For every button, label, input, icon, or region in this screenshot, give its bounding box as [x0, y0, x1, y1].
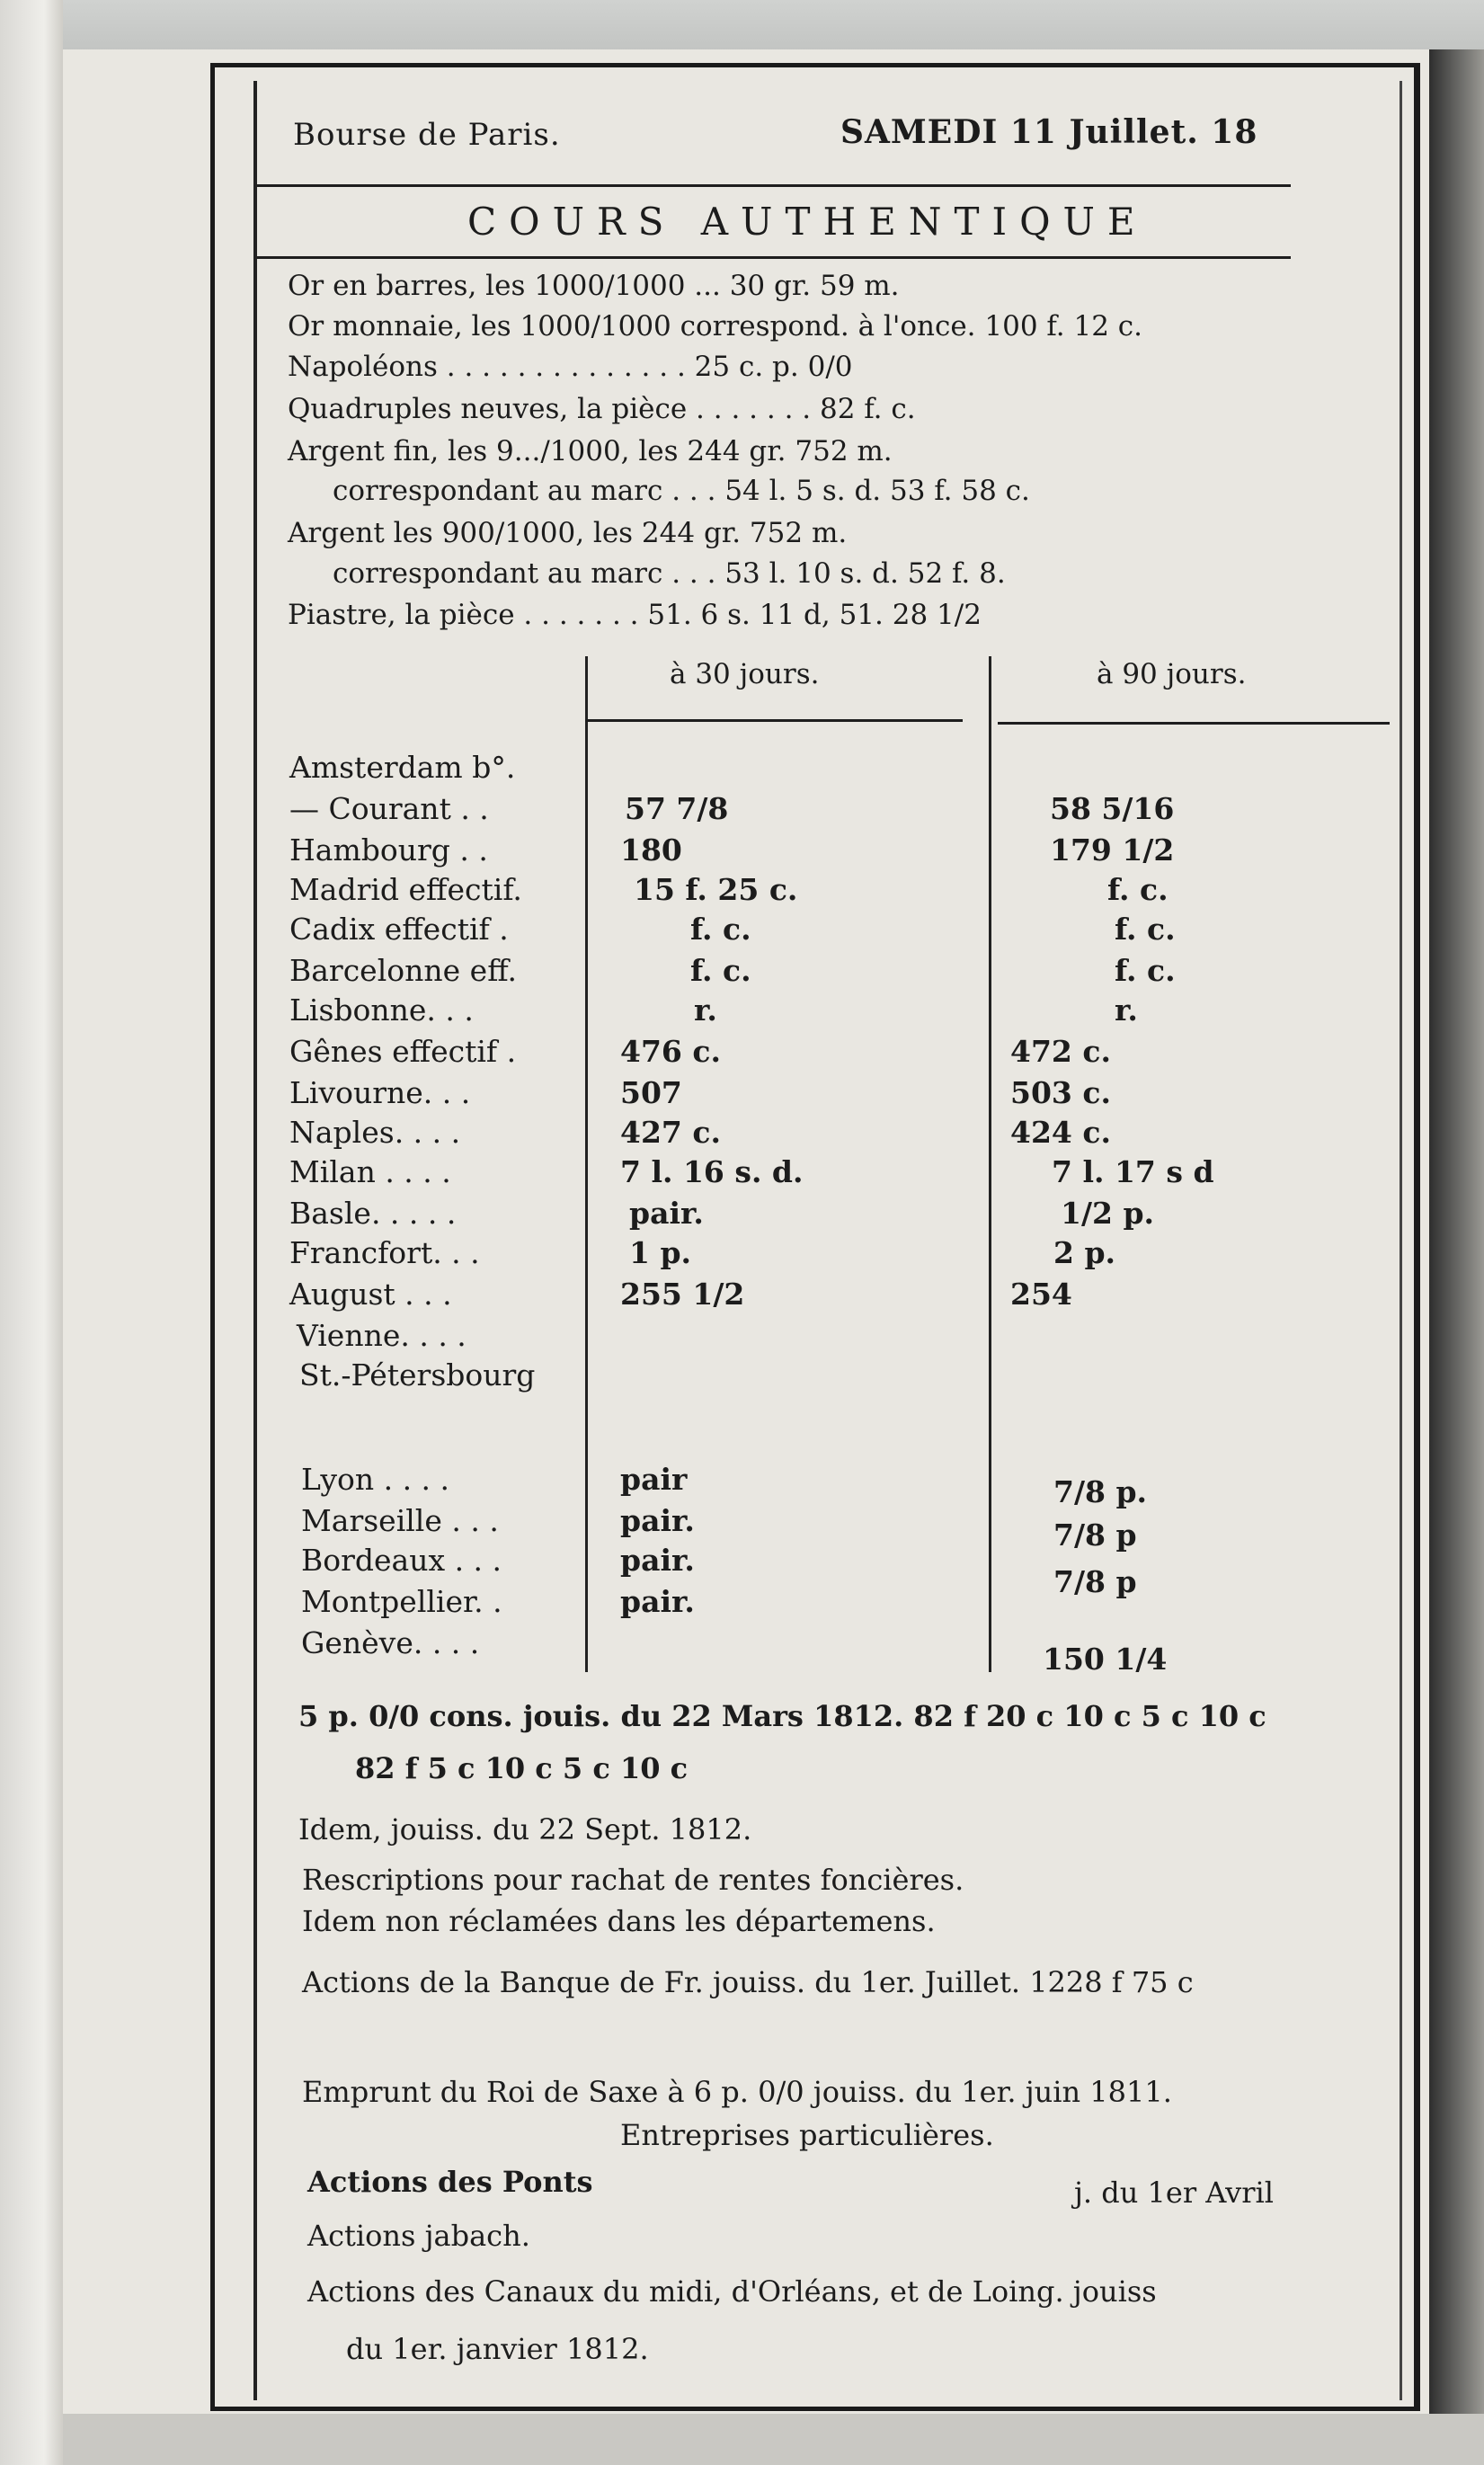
rate-90: 503 c. — [1010, 1075, 1111, 1110]
rate-30: 476 c. — [620, 1034, 721, 1069]
place-name: Madrid effectif. — [289, 872, 522, 907]
book-binding — [0, 0, 63, 2465]
place-name: Marseille . . . — [301, 1503, 499, 1538]
place-name: Gênes effectif . — [289, 1034, 517, 1069]
rentes-line: Idem, jouiss. du 22 Sept. 1812. — [298, 1812, 752, 1847]
rate-30: pair — [620, 1462, 688, 1497]
place-name: — Courant . . — [289, 791, 489, 826]
rate-30: pair. — [629, 1196, 704, 1231]
canals-line: du 1er. janvier 1812. — [346, 2332, 649, 2366]
place-name: Milan . . . . — [289, 1154, 451, 1189]
rate-90: 2 p. — [1053, 1235, 1116, 1270]
rate-90: 58 5/16 — [1050, 791, 1175, 826]
metals-line: Piastre, la pièce . . . . . . . 51. 6 s. 11 d, 51. 28 1/2 — [288, 599, 982, 631]
rate-30: 180 — [620, 832, 682, 868]
rate-90: 472 c. — [1010, 1034, 1111, 1069]
place-name: Francfort. . . — [289, 1235, 480, 1270]
column-header-30: à 30 jours. — [670, 658, 820, 690]
rate-90: f. c. — [1115, 912, 1176, 947]
rate-90: 7 l. 17 s d — [1052, 1154, 1214, 1189]
canals-line: Actions des Canaux du midi, d'Orléans, et de Loing. jouiss — [307, 2274, 1157, 2309]
place-name: Hambourg . . — [289, 832, 488, 868]
rescriptions-line: Rescriptions pour rachat de rentes foncières. — [302, 1863, 964, 1897]
rentes-line: 5 p. 0/0 cons. jouis. du 22 Mars 1812. 82 f 20 c 10 c 5 c 10 c — [298, 1699, 1266, 1733]
place-name: August . . . — [289, 1277, 452, 1312]
table-header-rule — [998, 722, 1390, 725]
rate-90: 179 1/2 — [1050, 832, 1175, 868]
table-column-divider — [989, 656, 991, 1672]
header-rule — [257, 184, 1291, 187]
rate-30: 7 l. 16 s. d. — [620, 1154, 804, 1189]
rate-90: 7/8 p — [1053, 1564, 1137, 1599]
metals-line: correspondant au marc . . . 54 l. 5 s. d. 53 f. 58 c. — [333, 475, 1030, 507]
column-header-90: à 90 jours. — [1097, 658, 1247, 690]
metals-line: Or en barres, les 1000/1000 ... 30 gr. 59 m. — [288, 270, 900, 302]
place-name: Amsterdam b°. — [289, 750, 516, 785]
rate-90: 1/2 p. — [1061, 1196, 1155, 1231]
bank-shares-line: Actions de la Banque de Fr. jouiss. du 1er. Juillet. 1228 f 75 c — [302, 1965, 1194, 1999]
place-name: Basle. . . . . — [289, 1196, 457, 1231]
metals-line: Argent les 900/1000, les 244 gr. 752 m. — [288, 517, 848, 549]
rate-30: pair. — [620, 1503, 695, 1538]
rate-90: r. — [1115, 992, 1138, 1028]
rate-30: 507 — [620, 1075, 682, 1110]
shares-line-date: j. du 1er Avril — [1074, 2176, 1274, 2210]
rate-90: 7/8 p — [1053, 1517, 1137, 1553]
rescriptions-line: Idem non réclamées dans les départemens. — [302, 1904, 936, 1938]
rate-90: f. c. — [1107, 872, 1169, 907]
rate-30: f. c. — [690, 912, 751, 947]
rate-30: r. — [694, 992, 717, 1028]
place-name: Vienne. . . . — [297, 1318, 467, 1353]
rate-90: 7/8 p. — [1053, 1474, 1148, 1509]
place-name: St.-Pétersbourg — [299, 1357, 536, 1393]
page-title: COURS AUTHENTIQUE — [467, 200, 1148, 244]
title-rule — [257, 256, 1291, 259]
rate-90: f. c. — [1115, 953, 1176, 988]
place-name: Genève. . . . — [301, 1625, 480, 1660]
metals-line: Argent fin, les 9.../1000, les 244 gr. 752 m. — [288, 435, 893, 467]
loan-line: Emprunt du Roi de Saxe à 6 p. 0/0 jouiss. du 1er. juin 1811. — [302, 2075, 1172, 2109]
place-name: Cadix effectif . — [289, 912, 509, 947]
rate-90: 424 c. — [1010, 1115, 1111, 1150]
place-name: Lisbonne. . . — [289, 992, 474, 1028]
header-left: Bourse de Paris. — [293, 117, 561, 153]
rentes-line: 82 f 5 c 10 c 5 c 10 c — [355, 1751, 689, 1785]
rate-90: 254 — [1010, 1277, 1072, 1312]
shares-line: Actions des Ponts — [307, 2165, 593, 2199]
place-name: Naples. . . . — [289, 1115, 461, 1150]
table-column-divider — [585, 656, 588, 1672]
place-name: Lyon . . . . — [301, 1462, 450, 1497]
rate-30: 255 1/2 — [620, 1277, 745, 1312]
page-edge-shadow — [1429, 49, 1484, 2465]
header-date: SAMEDI 11 Juillet. 18 — [840, 113, 1258, 151]
place-name: Livourne. . . — [289, 1075, 471, 1110]
metals-line: Or monnaie, les 1000/1000 correspond. à l'once. 100 f. 12 c. — [288, 310, 1143, 343]
table-header-rule — [585, 719, 963, 722]
rate-30: pair. — [620, 1584, 695, 1619]
rate-90: 150 1/4 — [1043, 1642, 1168, 1677]
shares-line: Actions jabach. — [307, 2219, 530, 2253]
place-name: Bordeaux . . . — [301, 1543, 502, 1578]
rate-30: 427 c. — [620, 1115, 721, 1150]
metals-line: correspondant au marc . . . 53 l. 10 s. d. 52 f. 8. — [333, 557, 1006, 590]
section-subtitle: Entreprises particulières. — [620, 2118, 994, 2152]
metals-line: Napoléons . . . . . . . . . . . . . . 25 c. p. 0/0 — [288, 351, 853, 383]
rate-30: 57 7/8 — [625, 791, 729, 826]
rate-30: pair. — [620, 1543, 695, 1578]
bottom-margin — [63, 2414, 1484, 2465]
rate-30: 15 f. 25 c. — [634, 872, 798, 907]
metals-line: Quadruples neuves, la pièce . . . . . . . 82 f. c. — [288, 393, 916, 425]
place-name: Barcelonne eff. — [289, 953, 517, 988]
place-name: Montpellier. . — [301, 1584, 502, 1619]
rate-30: 1 p. — [629, 1235, 692, 1270]
rate-30: f. c. — [690, 953, 751, 988]
